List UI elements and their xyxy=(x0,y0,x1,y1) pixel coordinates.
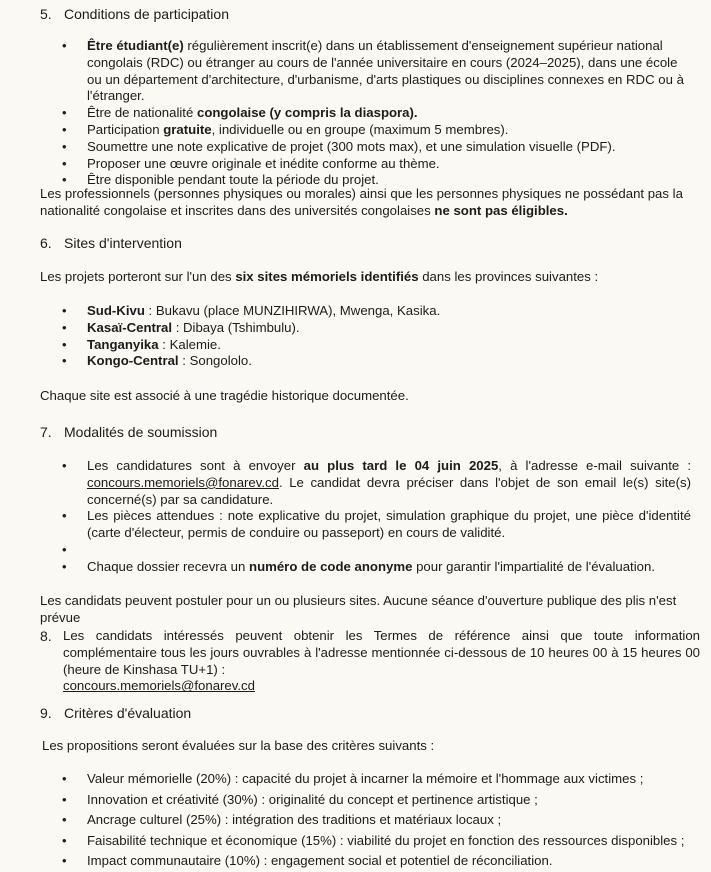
bullet-icon: • xyxy=(62,791,67,807)
section-8-text: Les candidats intéressés peuvent obtenir les Termes de référence ainsi que toute information complémentaire tous les jours ouvrables à l'adresse mentionnée ci-dessous de 10 heures 00 à 15 heures 00 (heure de Kinshasa TU+1) : xyxy=(63,628,700,677)
section-5-title: Conditions de participation xyxy=(64,6,229,22)
section-5-number: 5. xyxy=(40,6,52,22)
bullet-icon: • xyxy=(62,138,67,154)
bullet-icon: • xyxy=(62,172,67,188)
list-item: • Tanganyika : Kalemie. xyxy=(62,336,221,352)
bullet-icon: • xyxy=(62,508,67,524)
section-5-eligibility-note: Les professionnels (personnes physiques ou morales) ainsi que les personnes physiques ne possédant pas la nationalité congolaise et inscrites dans des universités congolaises ne sont pas éligibles. xyxy=(40,186,683,218)
bullet-icon: • xyxy=(62,353,67,369)
section-7-closing: Les candidats peuvent postuler pour un ou plusieurs sites. Aucune séance d'ouverture publique des plis n'est prévue xyxy=(40,593,677,625)
info-email-link[interactable]: concours.memoriels@fonarev.cd xyxy=(63,678,255,694)
section-9-heading xyxy=(40,704,191,722)
section-6-sites-list xyxy=(0,303,711,370)
list-item: • Innovation et créativité (30%) : originalité du concept et pertinence artistique ; xyxy=(0,790,711,811)
bullet-icon: • xyxy=(62,558,67,574)
bullet-icon: • xyxy=(62,771,67,786)
section-7-title: Modalités de soumission xyxy=(64,424,218,440)
section-7-list xyxy=(0,458,711,576)
list-item: • Chaque dossier recevra un numéro de code anonyme pour garantir l'impartialité de l'évaluation. xyxy=(62,558,655,574)
section-9-title: Critères d'évaluation xyxy=(64,705,192,721)
section-7-heading xyxy=(40,423,217,441)
bullet-icon: • xyxy=(62,319,67,335)
section-6-intro: Les projets porteront sur l'un des six sites mémoriels identifiés dans les provinces suivantes : xyxy=(40,269,599,284)
section-6-closing: Chaque site est associé à une tragédie historique documentée. xyxy=(40,388,409,403)
section-6-number: 6. xyxy=(40,235,52,251)
bullet-icon: • xyxy=(62,105,67,121)
list-item: • Être disponible pendant toute la période du projet. xyxy=(62,172,379,188)
list-item: • Participation gratuite, individuelle ou en groupe (maximum 5 membres). xyxy=(62,121,509,137)
list-item: • Être étudiant(e) régulièrement inscrit(e) dans un établissement d'enseignement supérieur national congolais (RDC) ou étranger au cours de l'année universitaire en cours (2024–2025), dans une école ou un département d'architecture, d'urbanisme, d'arts plastiques ou disciplines connexes en RDC ou à l'étranger. xyxy=(62,38,684,104)
list-item: • Les candidatures sont à envoyer au plus tard le 04 juin 2025, à l'adresse e-mail suivante : concours.memoriels@fonarev.cd. Le candidat devra préciser dans l'objet de son email le(s) site(s) concerné(s) par sa candidature. xyxy=(62,458,691,507)
list-item: • Sud-Kivu : Bukavu (place MUNZIHIRWA), Mwenga, Kasika. xyxy=(62,303,441,318)
list-item: • Être de nationalité congolaise (y compris la diaspora). xyxy=(62,105,418,121)
section-5-list xyxy=(0,38,711,189)
list-item: • Impact communautaire (10%) : engagement social et potentiel de réconciliation. xyxy=(0,851,711,872)
list-item: • Ancrage culturel (25%) : intégration des traditions et matériaux locaux ; xyxy=(0,810,711,831)
list-item: • Valeur mémorielle (20%) : capacité du projet à incarner la mémoire et l'hommage aux victimes ; xyxy=(0,769,711,790)
bullet-icon: • xyxy=(62,121,67,137)
section-6-heading xyxy=(40,234,182,252)
section-6-title: Sites d'intervention xyxy=(64,235,182,251)
list-item: • Kongo-Central : Songololo. xyxy=(62,353,252,369)
bullet-icon: • xyxy=(62,812,67,827)
section-9-intro: Les propositions seront évaluées sur la base des critères suivants : xyxy=(42,738,435,753)
section-7-number: 7. xyxy=(40,424,52,440)
bullet-icon: • xyxy=(62,832,67,848)
section-5-heading xyxy=(40,5,229,23)
list-item: • Faisabilité technique et économique (15%) : viabilité du projet en fonction des ressources disponibles ; xyxy=(0,831,711,852)
section-8-number: 8. xyxy=(40,628,52,644)
bullet-icon: • xyxy=(62,336,67,352)
bullet-icon: • xyxy=(62,541,67,557)
bullet-icon: • xyxy=(62,303,67,318)
submission-email-link[interactable]: concours.memoriels@fonarev.cd xyxy=(87,474,279,490)
bullet-icon: • xyxy=(62,458,67,473)
bullet-icon: • xyxy=(62,38,67,53)
list-item: • Soumettre une note explicative de projet (300 mots max), et une simulation visuelle (PDF). xyxy=(62,138,616,154)
section-9-number: 9. xyxy=(40,705,52,721)
section-9-criteria-list xyxy=(0,769,711,872)
list-item: • Proposer une œuvre originale et inédite conforme au thème. xyxy=(62,155,440,171)
list-item-empty xyxy=(0,542,711,559)
list-item: • Kasaï-Central : Dibaya (Tshimbulu). xyxy=(62,319,300,335)
section-8-block xyxy=(40,628,700,695)
list-item: • Les pièces attendues : note explicative du projet, simulation graphique du projet, une pièce d'identité (carte d'électeur, permis de conduire ou passeport) en cours de validité. xyxy=(62,508,691,541)
bullet-icon: • xyxy=(62,853,67,868)
bullet-icon: • xyxy=(62,155,67,171)
